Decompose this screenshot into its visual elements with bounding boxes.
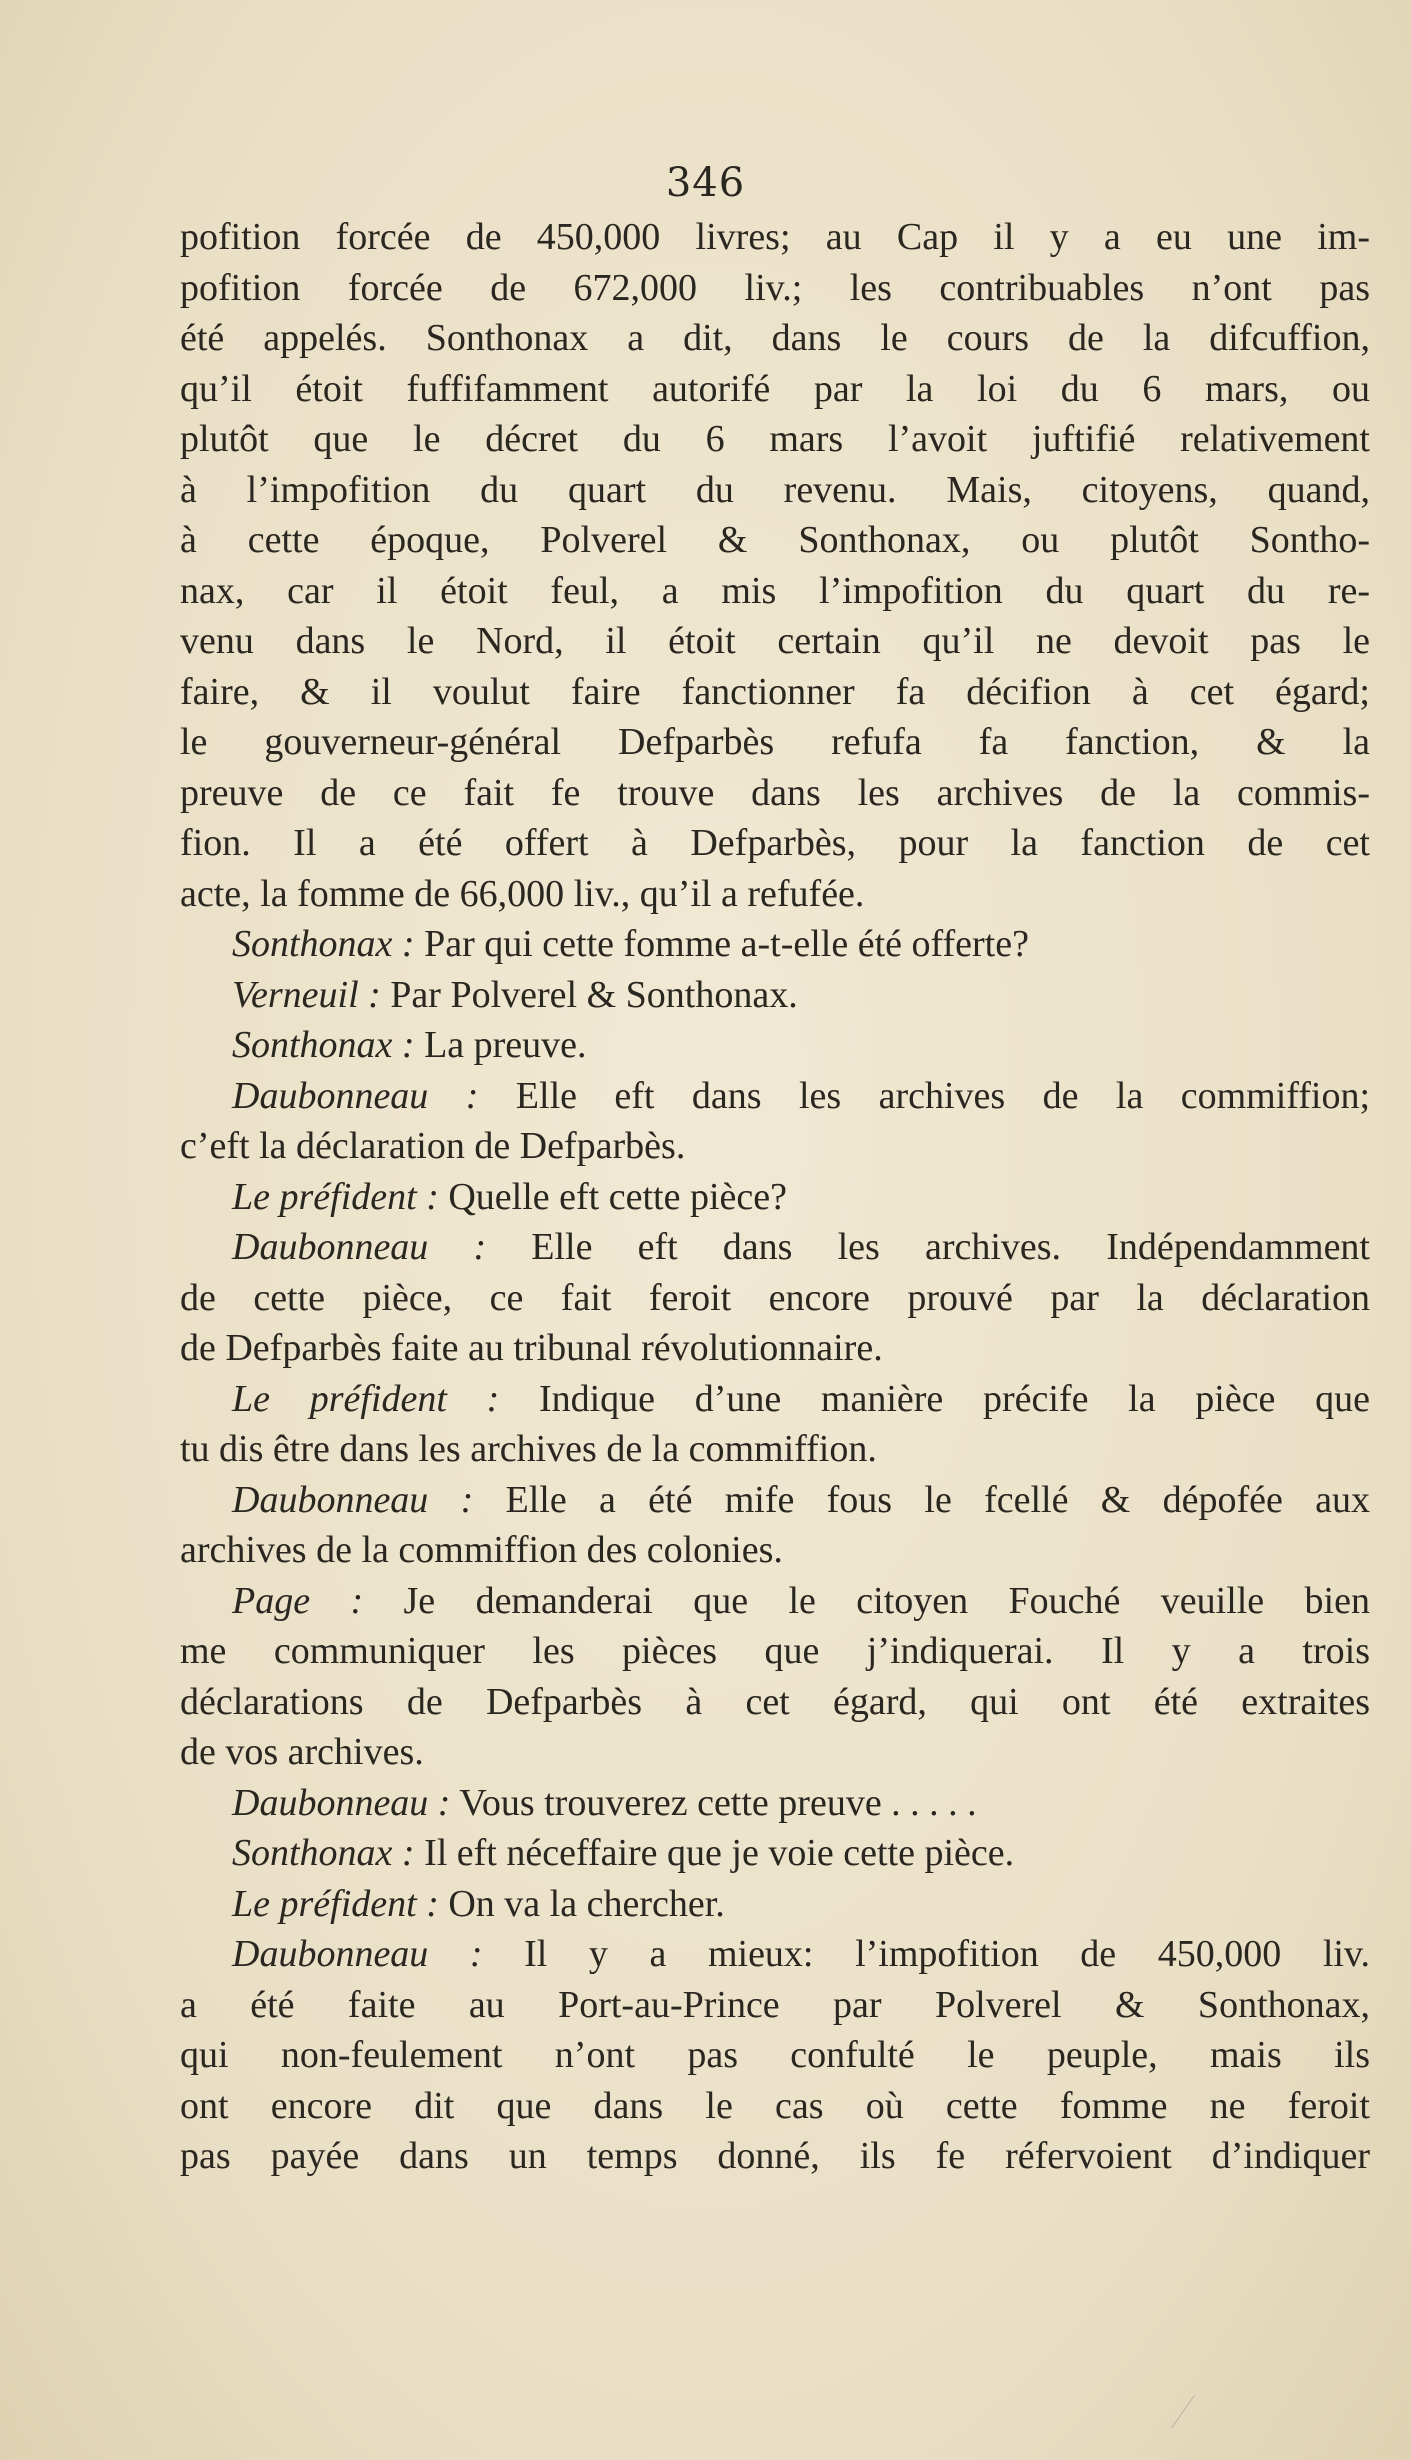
speaker-name: Daubonneau : (232, 1074, 479, 1117)
speaker-name: Sonthonax : (232, 1024, 415, 1066)
speaker-name: Le préfident : (232, 1882, 439, 1925)
text-line: venu dans le Nord, il étoit certain qu’il ne devoit pas le (180, 620, 1370, 662)
page-body-text (180, 212, 1370, 2182)
text-line: preuve de ce fait fe trouve dans les archives de la commis- (180, 771, 1370, 814)
text-line: été appelés. Sonthonax a dit, dans le cours de la difcuffion, (180, 317, 1370, 359)
speech-text: Je demanderai que le citoyen Fouché veuille bien (363, 1579, 1370, 1622)
speech-text: Elle eft dans les archives de la commiffion; (478, 1074, 1370, 1117)
dialogue-line (180, 919, 1370, 970)
dialogue-line (180, 1929, 1370, 1980)
speaker-name: Le préfident : (232, 1175, 439, 1218)
dialogue-line (180, 1020, 1370, 1071)
speech-text: La preuve. (414, 1024, 587, 1066)
speaker-name: Daubonneau : (232, 1781, 451, 1824)
dialogue-line (180, 1879, 1370, 1930)
text-line: nax, car il étoit feul, a mis l’impofition du quart du re- (180, 569, 1370, 612)
text-line: archives de la commiffion des colonies. (180, 1529, 783, 1571)
text-line: déclarations de Defparbès à cet égard, qui ont été extraites (180, 1680, 1370, 1723)
speech-text: Il y a mieux: l’impofition de 450,000 liv. (482, 1933, 1370, 1975)
speech-text: Par Polverel & Sonthonax. (380, 973, 798, 1016)
speaker-name: Sonthonax : (232, 923, 415, 965)
dialogue-line (180, 1071, 1370, 1122)
speaker-name: Daubonneau : (232, 1933, 483, 1975)
text-line: a été faite au Port-au-Prince par Polverel & Sonthonax, (180, 1983, 1370, 2026)
text-line: le gouverneur-général Defparbès refufa fa fanction, & la (180, 721, 1370, 763)
page-mark (1171, 2395, 1219, 2446)
dialogue-line (180, 1828, 1370, 1879)
speaker-name: Sonthonax : (232, 1832, 415, 1874)
speech-text: On va la chercher. (438, 1882, 725, 1925)
text-line: qui non-feulement n’ont pas confulté le peuple, mais ils (180, 2034, 1370, 2076)
text-line: de vos archives. (180, 1731, 424, 1773)
speaker-name: Verneuil : (232, 973, 381, 1016)
speech-text: Elle eft dans les archives. Indépendamment (486, 1226, 1370, 1268)
dialogue-line (180, 1374, 1370, 1425)
text-line: pas payée dans un temps donné, ils fe réfervoient d’indiquer (180, 2135, 1370, 2177)
text-line: pofition forcée de 450,000 livres; au Cap il y a eu une im- (180, 216, 1370, 258)
text-line: de cette pièce, ce fait feroit encore prouvé par la déclaration (180, 1276, 1370, 1319)
text-line: de Defparbès faite au tribunal révolutionnaire. (180, 1327, 883, 1369)
text-line: tu dis être dans les archives de la commiffion. (180, 1428, 877, 1470)
text-line: qu’il étoit fuffifamment autorifé par la loi du 6 mars, ou (180, 367, 1370, 410)
dialogue-line (180, 1222, 1370, 1273)
speech-text: Indique d’une manière précife la pièce que (499, 1377, 1370, 1420)
text-line: plutôt que le décret du 6 mars l’avoit juftifié relativement (180, 418, 1370, 460)
speech-text: Il eft néceffaire que je voie cette pièce. (414, 1832, 1015, 1874)
speaker-name: Daubonneau : (232, 1226, 487, 1268)
dialogue-line (180, 1576, 1370, 1627)
text-line: fion. Il a été offert à Defparbès, pour la fanction de cet (180, 822, 1370, 864)
speaker-name: Le préfident : (232, 1377, 500, 1420)
text-line: c’eft la déclaration de Defparbès. (180, 1125, 686, 1167)
text-line: à cette époque, Polverel & Sonthonax, ou plutôt Sontho- (180, 519, 1370, 561)
text-line: ont encore dit que dans le cas où cette fomme ne feroit (180, 2084, 1370, 2127)
speaker-name: Daubonneau : (232, 1478, 474, 1521)
text-line: pofition forcée de 672,000 liv.; les contribuables n’ont pas (180, 266, 1370, 309)
text-line: à l’impofition du quart du revenu. Mais, citoyens, quand, (180, 468, 1370, 511)
dialogue-line (180, 970, 1370, 1021)
speech-text: Par qui cette fomme a-t-elle été offerte? (414, 923, 1029, 965)
speech-text: Elle a été mife fous le fcellé & dépofée aux (473, 1478, 1370, 1521)
speaker-name: Page : (232, 1579, 364, 1622)
text-line: faire, & il voulut faire fanctionner fa décifion à cet égard; (180, 670, 1370, 713)
speech-text: Vous trouverez cette preuve . . . . . (450, 1781, 977, 1824)
dialogue-line (180, 1778, 1370, 1829)
dialogue-line (180, 1475, 1370, 1526)
page-number: 346 (665, 160, 746, 206)
speech-text: Quelle eft cette pièce? (438, 1175, 787, 1218)
text-line: me communiquer les pièces que j’indiquerai. Il y a trois (180, 1630, 1370, 1672)
dialogue-line (180, 1172, 1370, 1223)
text-line: acte, la fomme de 66,000 liv., qu’il a refufée. (180, 872, 865, 915)
